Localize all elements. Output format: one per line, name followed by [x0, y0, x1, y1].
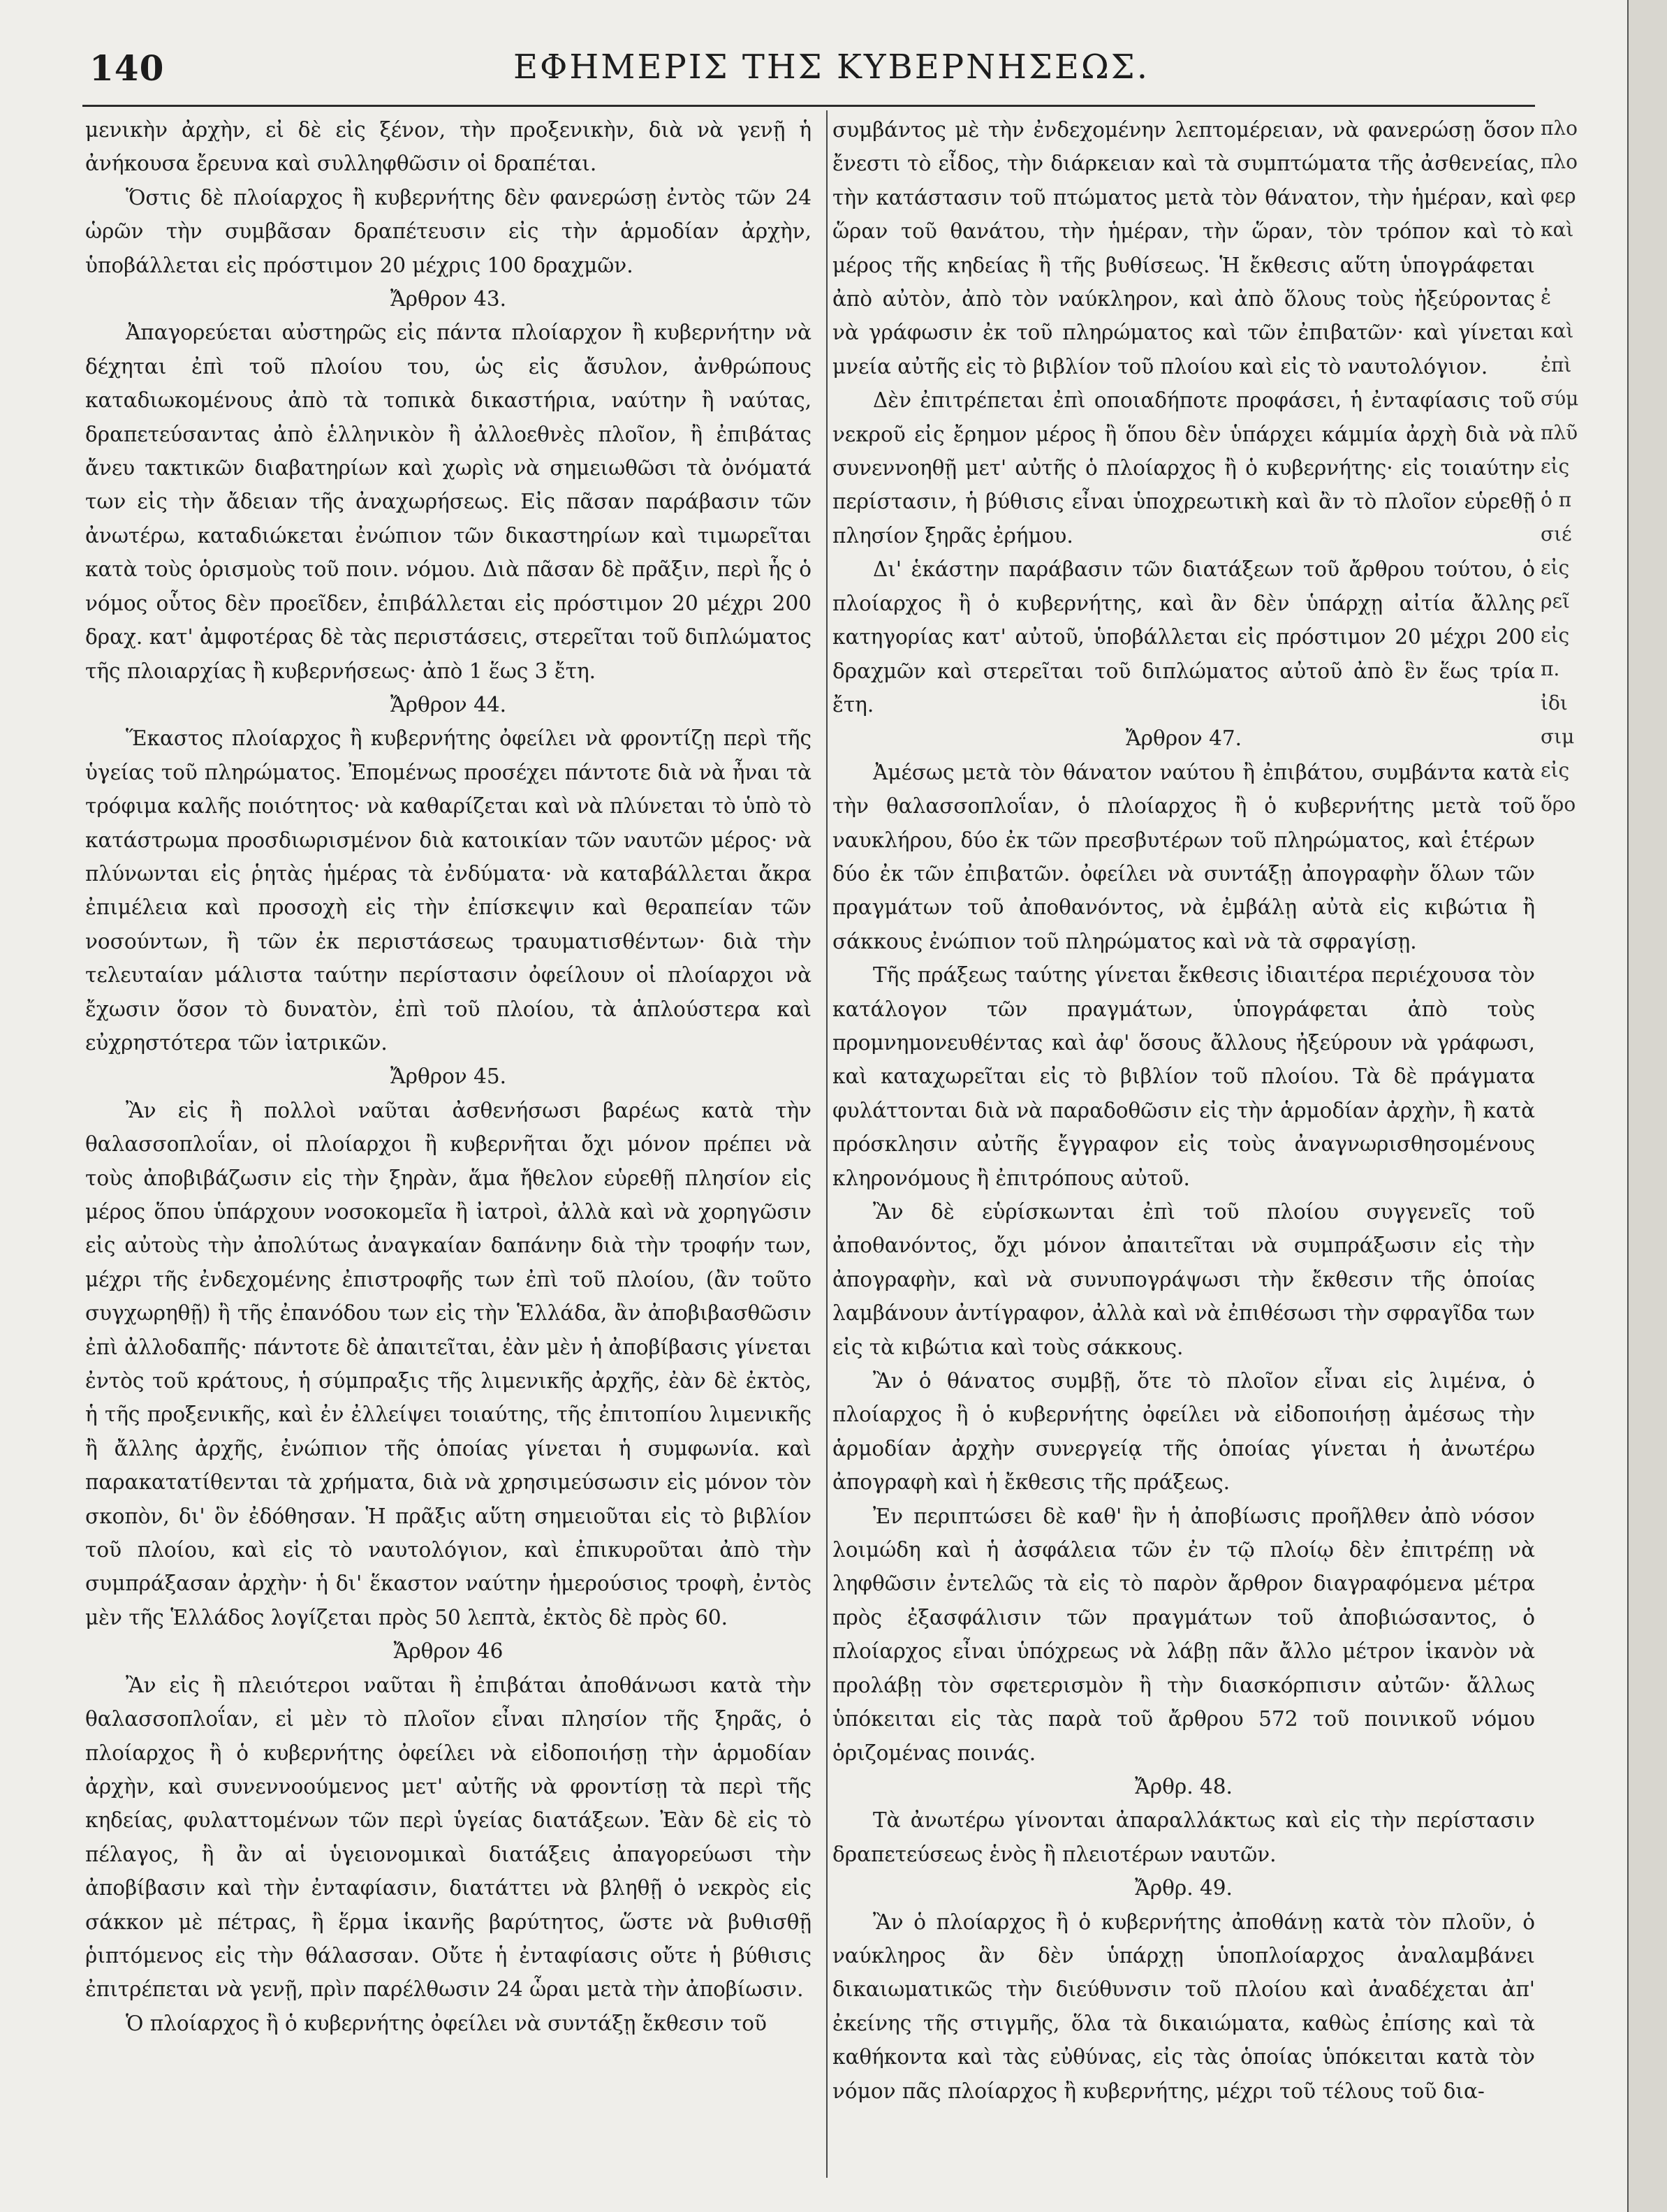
facing-page-fragment: καὶ — [1541, 319, 1574, 343]
binding-gutter — [1627, 0, 1667, 2212]
paragraph: μενικὴν ἀρχὴν, εἰ δὲ εἰς ξένον, τὴν προξενικὴν, διὰ νὰ γενῇ ἡ ἀνήκουσα ἔρευνα καὶ συλληφθῶσιν οἱ δραπέται. — [85, 118, 812, 176]
paragraph: Ὁ πλοίαρχος ἢ ὁ κυβερνήτης ὀφείλει νὰ συντάξῃ ἔκθεσιν τοῦ — [126, 2011, 767, 2035]
paragraph: Ἐν περιπτώσει δὲ καθ' ἣν ἡ ἀποβίωσις προῆλθεν ἀπὸ νόσον λοιμώδη καὶ ἡ ἀσφάλεια τῶν ἐν τῷ πλοίῳ δὲν ἐπιτρέπῃ νὰ ληφθῶσιν ἐντελῶς τὰ εἰς τὸ παρὸν ἄρθρον διαγραφόμενα μέτρα πρὸς ἐξασφάλισιν τῶν πραγμάτων τοῦ ἀποβιώσαντος, ὁ πλοίαρχος εἶναι ὑπόχρεως νὰ λάβῃ πᾶν ἄλλο μέτρον ἱκανὸν νὰ προλάβῃ τὸν σφετερισμὸν ἢ τὴν διασκόρπισιν αὐτῶν· ἄλλως ὑπόκειται εἰς τὰς παρὰ τοῦ ἄρθρου 572 τοῦ ποινικοῦ νόμου ὁριζομένας ποινάς. — [832, 1504, 1535, 1765]
facing-page-fragment: ἐπὶ — [1541, 353, 1572, 376]
facing-page-fragment: εἰς — [1541, 623, 1570, 647]
paragraph: Ἀμέσως μετὰ τὸν θάνατον ναύτου ἢ ἐπιβάτου, συμβάντα κατὰ τὴν θαλασσοπλοΐαν, ὁ πλοίαρχος ἢ ὁ κυβερνήτης μετὰ τοῦ ναυκλήρου, δύο ἐκ τῶν πρεσβυτέρων τοῦ πληρώματος, καὶ ἑτέρων δύο ἐκ τῶν ἐπιβατῶν. ὀφείλει νὰ συντάξῃ ἀπογραφὴν ὅλων τῶν πραγμάτων τοῦ ἀποθανόντος, νὰ ἐμβάλῃ αὐτὰ εἰς κιβώτια ἢ σάκκους ἐνώπιον τοῦ πληρώματος καὶ νὰ τὰ σφραγίσῃ. — [832, 760, 1535, 953]
facing-page-fragment: καὶ — [1541, 218, 1574, 242]
facing-page-fragment: φερ — [1541, 184, 1576, 207]
article-heading-48: Ἄρθρ. 48. — [1135, 1774, 1233, 1799]
article-heading-43: Ἄρθρον 43. — [390, 287, 507, 312]
facing-page-fragment: εἰς — [1541, 454, 1570, 478]
right-column — [832, 113, 1535, 2108]
paragraph: Ἂν εἰς ἢ πλειότεροι ναῦται ἢ ἐπιβάται ἀποθάνωσι κατὰ τὴν θαλασσοπλοΐαν, εἰ μὲν τὸ πλοῖον εἶναι πλησίον τῆς ξηρᾶς, ὁ πλοίαρχος ἢ ὁ κυβερνήτης ὀφείλει νὰ εἰδοποιήσῃ τὴν ἁρμοδίαν ἀρχὴν, καὶ συνεννοούμενος μετ' αὐτῆς νὰ φροντίσῃ τὰ περὶ τῆς κηδείας, φυλαττομένων τῶν περὶ ὑγείας διατάξεων. Ἐὰν δὲ εἰς τὸ πέλαγος, ἢ ἂν αἱ ὑγειονομικαὶ διατάξεις ἀπαγορεύωσι τὴν ἀποβίβασιν καὶ τὴν ἐνταφίασιν, διατάττει νὰ βληθῇ ὁ νεκρὸς εἰς σάκκον μὲ πέτρας, ἢ ἕρμα ἱκανῆς βαρύτητος, ὥστε νὰ βυθισθῇ ῥιπτόμενος εἰς τὴν θάλασσαν. Οὔτε ἡ ἐνταφίασις οὔτε ἡ βύθισις ἐπιτρέπεται νὰ γενῇ, πρὶν παρέλθωσιν 24 ὧραι μετὰ τὴν ἀποβίωσιν. — [85, 1673, 812, 2002]
paragraph: Τὰ ἀνωτέρω γίνονται ἀπαραλλάκτως καὶ εἰς τὴν περίστασιν δραπετεύσεως ἑνὸς ἢ πλειοτέρων ναυτῶν. — [832, 1808, 1535, 1866]
paragraph: Ἂν ὁ θάνατος συμβῇ, ὅτε τὸ πλοῖον εἶναι εἰς λιμένα, ὁ πλοίαρχος ἢ ὁ κυβερνήτης ὀφείλει νὰ εἰδοποιήσῃ ἀμέσως τὴν ἁρμοδίαν ἀρχὴν συνεργείᾳ τῆς ὁποίας γίνεται ἡ ἀνωτέρω ἀπογραφὴ καὶ ἡ ἔκθεσις τῆς πράξεως. — [832, 1369, 1535, 1495]
paragraph: Δὲν ἐπιτρέπεται ἐπὶ οποιαδήποτε προφάσει, ἡ ἐνταφίασις τοῦ νεκροῦ εἰς ἔρημον μέρος ἢ ὅπου δὲν ὑπάρχει κάμμία ἀρχὴ διὰ νὰ συνεννοηθῇ μετ' αὐτῆς ὁ πλοίαρχος ἢ ὁ κυβερνήτης· εἰς τοιαύτην περίστασιν, ἡ βύθισις εἶναι ὑποχρεωτικὴ καὶ ἂν τὸ πλοῖον εὑρεθῇ πλησίον ξηρᾶς ἐρήμου. — [832, 388, 1535, 548]
column-divider — [826, 110, 828, 2178]
article-heading-49: Ἄρθρ. 49. — [1135, 1876, 1233, 1900]
article-heading-44: Ἄρθρον 44. — [390, 692, 507, 717]
article-heading-47: Ἄρθρον 47. — [1125, 726, 1242, 751]
facing-page-fragment: εἰς — [1541, 556, 1570, 580]
facing-page-edge — [1541, 112, 1624, 821]
facing-page-fragment: πλο — [1541, 150, 1578, 174]
facing-page-fragment: ἐ — [1541, 285, 1552, 309]
paragraph: Ἂν δὲ εὑρίσκωνται ἐπὶ τοῦ πλοίου συγγενεῖς τοῦ ἀποθανόντος, ὄχι μόνον ἀπαιτεῖται νὰ συμπράξωσιν εἰς τὴν ἀπογραφὴν, καὶ νὰ συνυπογράψωσι τὴν ἔκθεσιν τῆς ὁποίας λαμβάνουν ἀντίγραφον, ἀλλὰ καὶ νὰ ἐπιθέσωσι τὴν σφραγῖδα των εἰς τὰ κιβώτια καὶ τοὺς σάκκους. — [832, 1200, 1535, 1359]
paragraph: Ἂν εἰς ἢ πολλοὶ ναῦται ἀσθενήσωσι βαρέως κατὰ τὴν θαλασσοπλοΐαν, οἱ πλοίαρχοι ἢ κυβερνῆται ὄχι μόνον πρέπει νὰ τοὺς ἀποβιβάζωσιν εἰς τὴν ξηρὰν, ἅμα ἤθελον εὑρεθῇ πλησίον εἰς μέρος ὅπου ὑπάρχουν νοσοκομεῖα ἢ ἰατροὶ, ἀλλὰ καὶ νὰ χορηγῶσιν εἰς αὐτοὺς τὴν ἀπολύτως ἀναγκαίαν δαπάνην διὰ τὴν τροφήν των, μέχρι τῆς ἐνδεχομένης ἐπιστροφῆς των ἐπὶ τοῦ πλοίου, (ἂν τοῦτο συγχωρηθῇ) ἢ τῆς ἐπανόδου των εἰς τὴν Ἑλλάδα, ἂν ἀποβιβασθῶσιν ἐπὶ ἀλλοδαπῆς· πάντοτε δὲ ἀπαιτεῖται, ἐὰν μὲν ἡ ἀποβίβασις γίνεται ἐντὸς τοῦ κράτους, ἡ σύμπραξις τῆς λιμενικῆς ἀρχῆς, ἐὰν δὲ ἐκτὸς, ἡ τῆς προξενικῆς, καὶ ἐν ἐλλείψει τοιαύτης, τῆς ἐπιτοπίου λιμενικῆς ἢ ἄλλης ἀρχῆς, ἐνώπιον τῆς ὁποίας γίνεται ἡ συμφωνία. καὶ παρακατατίθενται τὰ χρήματα, διὰ νὰ χρησιμεύσωσιν εἰς μόνον τὸν σκοπὸν, δι' ὃν ἐδόθησαν. Ἡ πρᾶξις αὕτη σημειοῦται εἰς τὸ βιβλίον τοῦ πλοίου, καὶ εἰς τὸ ναυτολόγιον, καὶ ἐπικυροῦται ἀπὸ τὴν συμπράξασαν ἀρχὴν· ἡ δι' ἕκαστον ναύτην ἡμερούσιος τροφὴ, ἐντὸς μὲν τῆς Ἑλλάδος λογίζεται πρὸς 50 λεπτὰ, ἐκτὸς δὲ πρὸς 60. — [85, 1098, 812, 1629]
left-column — [85, 113, 812, 2040]
paragraph: Ἂν ὁ πλοίαρχος ἢ ὁ κυβερνήτης ἀποθάνῃ κατὰ τὸν πλοῦν, ὁ ναύκληρος ἂν δὲν ὑπάρχῃ ὑποπλοίαρχος ἀναλαμβάνει δικαιωματικῶς τὴν διεύθυνσιν τοῦ πλοίου καὶ ἀναδέχεται ἀπ' ἐκείνης τῆς στιγμῆς, ὅλα τὰ δικαιώματα, καθὼς ἐπίσης καὶ τὰ καθήκοντα καὶ τὰς εὐθύνας, εἰς τὰς ὁποίας ὑπόκειται κατὰ τὸν νόμον πᾶς πλοίαρχος ἢ κυβερνήτης, μέχρι τοῦ τέλους τοῦ δια- — [832, 1910, 1535, 2103]
paragraph: συμβάντος μὲ τὴν ἐνδεχομένην λεπτομέρειαν, νὰ φανερώσῃ ὅσον ἔνεστι τὸ εἶδος, τὴν διάρκειαν καὶ τὰ συμπτώματα τῆς ἀσθενείας, τὴν κατάστασιν τοῦ πτώματος μετὰ τὸν θάνατον, τὴν ἡμέραν, καὶ ὥραν τοῦ θανάτου, τὴν ἡμέραν, τὴν ὥραν, τὸν τρόπον καὶ τὸ μέρος τῆς κηδείας ἢ τῆς βυθίσεως. Ἡ ἔκθεσις αὕτη ὑπογράφεται ἀπὸ αὐτὸν, ἀπὸ τὸν ναύκληρον, καὶ ἀπὸ ὅλους τοὺς ἠξεύροντας νὰ γράφωσιν ἐκ τοῦ πληρώματος καὶ τῶν ἐπιβατῶν· καὶ γίνεται μνεία αὐτῆς εἰς τὸ βιβλίον τοῦ πλοίου καὶ εἰς τὸ ναυτολόγιον. — [832, 118, 1535, 379]
facing-page-fragment: ὅρο — [1541, 792, 1576, 816]
page-title: ΕΦΗΜΕΡΙΣ ΤΗΣ ΚΥΒΕΡΝΗΣΕΩΣ. — [513, 47, 1150, 87]
paragraph: Ἕκαστος πλοίαρχος ἢ κυβερνήτης ὀφείλει νὰ φροντίζῃ περὶ τῆς ὑγείας τοῦ πληρώματος. Ἐπομένως προσέχει πάντοτε διὰ νὰ ἦναι τὰ τρόφιμα καλῆς ποιότητος· νὰ καθαρίζεται καὶ νὰ πλύνεται τὸ ὑπὸ τὸ κατάστρωμα προσδιωρισμένον διὰ κατοικίαν τῶν ναυτῶν μέρος· νὰ πλύνωνται εἰς ῥητὰς ἡμέρας τὰ ἐνδύματα· νὰ καταβάλλεται ἄκρα ἐπιμέλεια καὶ προσοχὴ εἰς τὴν ἐπίσκεψιν καὶ θεραπείαν τῶν νοσούντων, ἢ τῶν ἐκ περιστάσεως τραυματισθέντων· διὰ τὴν τελευταίαν μάλιστα ταύτην περίστασιν ὀφείλουν οἱ πλοίαρχοι νὰ ἔχωσιν ὅσον τὸ δυνατὸν, ἐπὶ τοῦ πλοίου, τὰ ἁπλούστερα καὶ εὐχρηστότερα τῶν ἰατρικῶν. — [85, 726, 812, 1055]
facing-page-fragment: σιμ — [1541, 725, 1575, 749]
paragraph: Δι' ἑκάστην παράβασιν τῶν διατάξεων τοῦ ἄρθρου τούτου, ὁ πλοίαρχος ἢ ὁ κυβερνήτης, καὶ ἂν δὲν ὑπάρχῃ αἰτία ἄλλης κατηγορίας κατ' αὐτοῦ, ὑποβάλλεται εἰς πρόστιμον 20 μέχρι 200 δραχμῶν καὶ στερεῖται τοῦ διπλώματος αὐτοῦ ἀπὸ ἓν ἕως τρία ἔτη. — [832, 557, 1535, 717]
paragraph: Ἀπαγορεύεται αὐστηρῶς εἰς πάντα πλοίαρχον ἢ κυβερνήτην νὰ δέχηται ἐπὶ τοῦ πλοίου του, ὡς εἰς ἄσυλον, ἀνθρώπους καταδιωκομένους ἀπὸ τὰ τοπικὰ δικαστήρια, ναύτην ἢ ναύτας, δραπετεύσαντας ἀπὸ ἑλληνικὸν ἢ ἀλλοεθνὲς πλοῖον, ἢ ἐπιβάτας ἄνευ τακτικῶν διαβατηρίων καὶ χωρὶς νὰ σημειωθῶσι τὰ ὀνόματά των εἰς τὴν ἄδειαν τῆς ἀναχωρήσεως. Εἰς πᾶσαν παράβασιν τῶν ἀνωτέρω, καταδιώκεται ἐνώπιον τῶν δικαστηρίων καὶ τιμωρεῖται κατὰ τοὺς ὁρισμοὺς τοῦ ποιν. νόμου. Διὰ πᾶσαν δὲ πρᾶξιν, περὶ ἧς ὁ νόμος οὗτος δὲν προεῖδεν, ἐπιβάλλεται εἰς πρόστιμον 20 μέχρι 200 δραχ. κατ' ἀμφοτέρας δὲ τὰς περιστάσεις, στερεῖται τοῦ διπλώματος τῆς πλοιαρχίας ἢ κυβερνήσεως· ἀπὸ 1 ἕως 3 ἔτη. — [85, 321, 812, 683]
facing-page-fragment: σιέ — [1541, 522, 1572, 545]
facing-page-fragment: πλῦ — [1541, 420, 1578, 444]
facing-page-fragment: ὁ π — [1541, 488, 1572, 512]
facing-page-fragment: εἰς — [1541, 759, 1570, 782]
facing-page-fragment: ἰδι — [1541, 691, 1568, 715]
facing-page-fragment: π. — [1541, 657, 1560, 681]
page-number: 140 — [89, 47, 165, 89]
header-rule — [82, 105, 1535, 107]
article-heading-46: Ἄρθρον 46 — [393, 1639, 504, 1664]
facing-page-fragment: ρεῖ — [1541, 589, 1570, 613]
article-heading-45: Ἄρθρον 45. — [390, 1064, 507, 1089]
paragraph: Τῆς πράξεως ταύτης γίνεται ἔκθεσις ἰδιαιτέρα περιέχουσα τὸν κατάλογον τῶν πραγμάτων, ὑπογράφεται ἀπὸ τοὺς προμνημονευθέντας καὶ ἀφ' ὅσους ἄλλους ἠξεύρουν νὰ γράφωσι, καὶ καταχωρεῖται εἰς τὸ βιβλίον τοῦ πλοίου. Τὰ δὲ πράγματα φυλάττονται διὰ νὰ παραδοθῶσιν εἰς τὴν ἁρμοδίαν ἀρχὴν, ἢ κατὰ πρόσκλησιν αὐτῆς ἔγγραφον εἰς τοὺς ἀναγνωρισθησομένους κληρονόμους ἢ ἐπιτρόπους αὐτοῦ. — [832, 963, 1535, 1190]
paragraph: Ὅστις δὲ πλοίαρχος ἢ κυβερνήτης δὲν φανερώσῃ ἐντὸς τῶν 24 ὡρῶν τὴν συμβᾶσαν δραπέτευσιν εἰς τὴν ἁρμοδίαν ἀρχὴν, ὑποβάλλεται εἰς πρόστιμον 20 μέχρις 100 δραχμῶν. — [85, 185, 812, 277]
facing-page-fragment: πλο — [1541, 117, 1578, 140]
facing-page-fragment: σύμ — [1541, 387, 1579, 411]
